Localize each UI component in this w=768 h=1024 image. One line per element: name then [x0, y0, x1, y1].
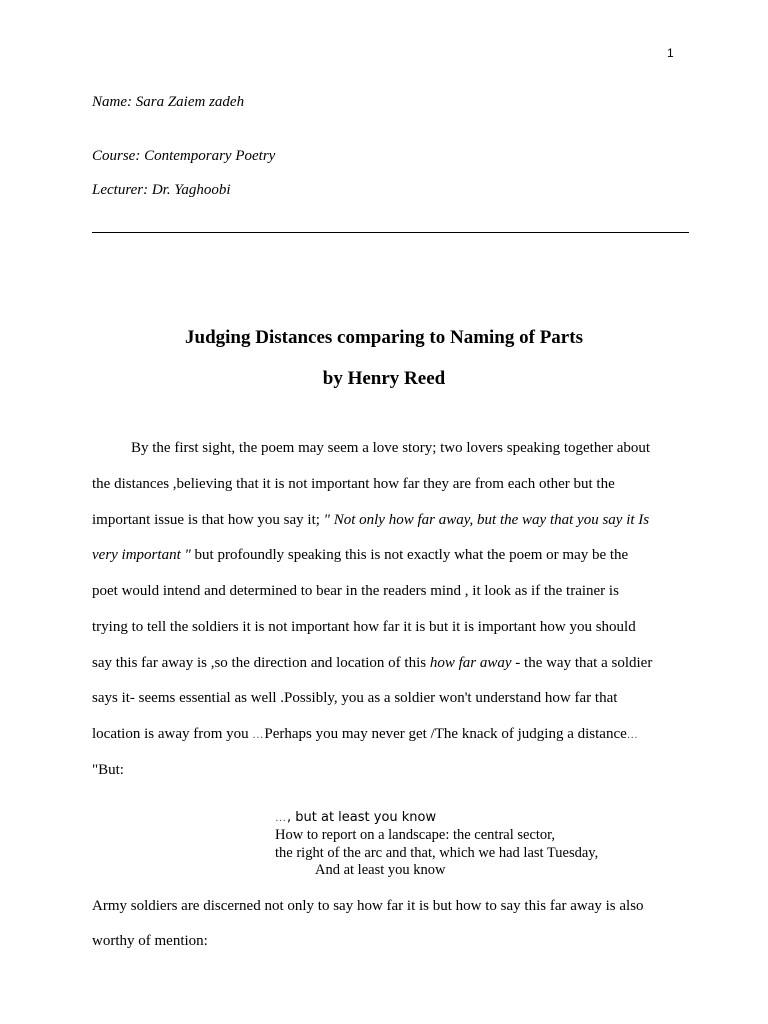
quote-line-3: the right of the arc and that, which we had last Tuesday,: [275, 845, 599, 861]
paragraph-1-line-5: poet would intend and determined to bear in the readers mind , it look as if the trainer is: [92, 583, 619, 599]
paragraph-1-line-6: trying to tell the soldiers it is not important how far it is but it is important how you should: [92, 619, 636, 635]
essay-byline: by Henry Reed: [322, 368, 446, 389]
author-name: Name: Sara Zaiem zadeh: [92, 94, 245, 110]
quote-text: , but at least you know: [287, 810, 437, 825]
paragraph-1-line-7: [92, 655, 652, 672]
quote-line-1: [275, 809, 436, 826]
quote-line-4: And at least you know: [315, 862, 446, 878]
page-number: 1: [667, 46, 674, 60]
inline-quotation: " Not only how far away, but the way that you say it Is: [323, 512, 650, 528]
lecturer-name: Lecturer: Dr. Yaghoobi: [92, 182, 231, 198]
quote-line-2: How to report on a landscape: the central sector,: [275, 827, 556, 843]
ellipsis-mark: …: [252, 729, 265, 741]
paragraph-1-line-9: [92, 726, 639, 743]
course-name: Course: Contemporary Poetry: [92, 148, 276, 164]
ellipsis-mark: …: [275, 812, 287, 824]
body-text: - the way that a soldier: [511, 655, 653, 671]
body-text: but profoundly speaking this is not exactly what the poem or may be the: [190, 547, 629, 563]
body-text: important issue is that how you say it;: [92, 512, 324, 528]
body-text: location is away from you: [92, 726, 253, 742]
paragraph-2-line-1: Army soldiers are discerned not only to say how far it is but how to say this far away is also: [92, 898, 644, 914]
header-divider: [92, 232, 689, 233]
paragraph-1-line-8: says it- seems essential as well .Possibly, you as a soldier won't understand how far that: [92, 690, 618, 706]
body-text: Perhaps you may never get /The knack of judging a distance: [264, 726, 627, 742]
paragraph-1-line-2: the distances ,believing that it is not important how far they are from each other but the: [92, 476, 615, 492]
body-text: say this far away is ,so the direction and location of this: [92, 655, 430, 671]
italic-phrase: how far away: [429, 655, 512, 671]
paragraph-1-line-4: [92, 547, 628, 564]
paragraph-1-line-1: By the first sight, the poem may seem a love story; two lovers speaking together about: [131, 440, 651, 456]
paragraph-1-line-10: "But:: [92, 762, 124, 778]
inline-quotation-end: very important ": [92, 547, 191, 563]
ellipsis-mark: …: [626, 729, 639, 741]
essay-title: Judging Distances comparing to Naming of Parts: [185, 327, 583, 348]
paragraph-2-line-2: worthy of mention:: [92, 933, 208, 949]
paragraph-1-line-3: [92, 512, 649, 529]
